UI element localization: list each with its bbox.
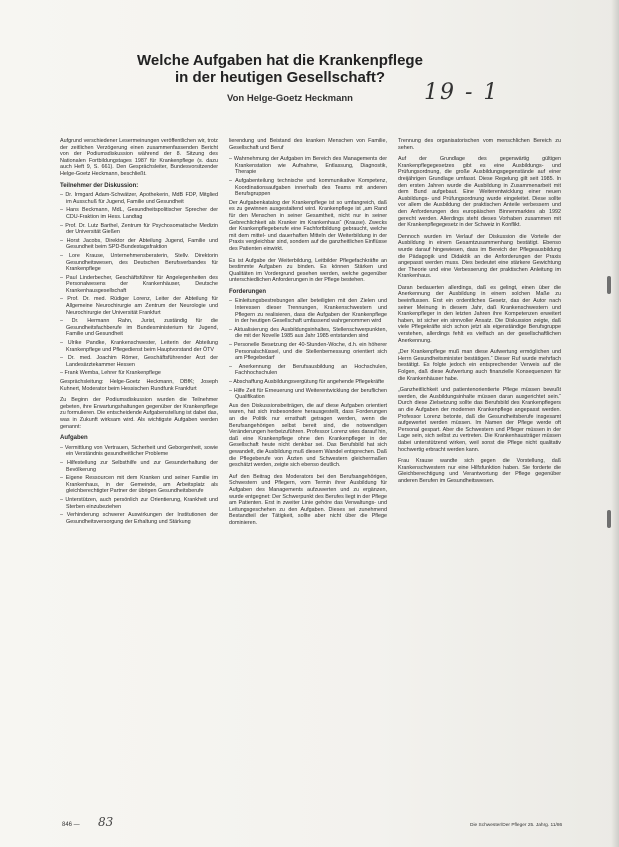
task-item: – Unterstützen, auch persönlich zur Orientierung, Krankheit und Sterben einzubeziehen bbox=[60, 496, 218, 510]
demand-item: – Hilfe Zeit für Erneuerung und Weiterentwicklung der beruflichen Qualifikation bbox=[229, 387, 387, 401]
participant-item: – Paul Linderbecher, Geschäftsführer für Angelegenheiten des Personalwesens der Krankenhäuser, Deutsche Krankenhausgesellschaft bbox=[60, 274, 218, 294]
task-item: – Hilfestellung zur Selbsthilfe und zur Gesunderhaltung der Bevölkerung bbox=[60, 459, 218, 473]
body-paragraph: Zu Beginn der Podiumsdiskussion wurden die Teilnehmer gebeten, ihre Erwartungshaltungen gegenüber der Krankenpflege zu formulieren. Die entscheidende Aufgabenstellung ist dabei das, was in Zukunft wirksam wird. Als wichtigste Aufgaben werden genannt: bbox=[60, 397, 218, 430]
page-number: 846 — bbox=[62, 822, 80, 828]
title-line-2: in der heutigen Gesellschaft? bbox=[174, 69, 386, 86]
body-paragraph: „Ganzheitlichkeit und patientenorientierte Pflege müssen bewußt werden, die Ausbildungsinhalte müssen daran ausgerichtet sein.“ Durch diese Zielsetzung sollte das Berufsbild des Krankenpflegers an die Aufgaben der modernen Krankenpflege angepasst werden. Professor Lorenz betonte, daß die Gesundheitsberufe insgesamt aufgewertet werden müssen. Im Namen der Pflege werde oft Personal gespart. Aber die Schwestern und Pfleger müssen in der Lage sein, sich selbst zu vertreten. Die Krankenhausträger müssen dabei unterstützend wirken, weil sonst die Pflege nicht qualitativ hochwertig erbracht werden kann. bbox=[398, 387, 561, 453]
handwritten-note: 19 - 1 bbox=[424, 80, 500, 105]
participant-item: – Dr. Hermann Rahn, Jurist, zuständig für die Gesundheitsfachberufe im Bundesministerium für Jugend, Familie und Gesundheit bbox=[60, 318, 218, 338]
demand-item: – Abschaffung Ausbildungsvergütung für angehende Pflegekräfte bbox=[229, 379, 385, 385]
text-column-3 bbox=[398, 138, 561, 490]
scan-edge-shadow bbox=[611, 0, 619, 847]
task-item: – Eigene Ressourcen mit dem Kranken und seiner Familie im Krankenhaus, in der Gemeinde, am Arbeitsplatz als gleichberechtigter Partner der übrigen Gesundheitsberufe bbox=[60, 475, 218, 495]
text-column-1 bbox=[60, 138, 218, 527]
task-item: – Vermittlung von Vertrauen, Sicherheit und Geborgenheit, sowie ein Verständnis gesundheitlicher Probleme bbox=[60, 444, 218, 458]
demands-heading: Forderungen bbox=[229, 288, 266, 295]
task-item: – Aufgabenteilung technische und kommunikative Kompetenz, Koordinationsaufgaben innerhalb des Teams mit anderen Berufsgruppen bbox=[229, 177, 387, 198]
body-paragraph: lierendung und Beistand des kranken Menschen von Familie, Gesellschaft und Beruf bbox=[229, 138, 387, 151]
demand-item: – Einleitungsbestrebungen aller beteiligten mit den Zielen und Interessen dieser Trennungen, Krankenschwestern und Pflegern zu realisieren, dass die Aufgaben der Krankenpflege in der heutigen Gesellschaft umfassend wahrgenommen wird bbox=[229, 298, 387, 325]
participant-item: – Prof. Dr. Lutz Barthel, Zentrum für Psychosomatische Medizin der Universität Gießen bbox=[60, 222, 218, 236]
body-paragraph: „Der Krankenpflege muß man diese Aufwertung ermöglichen und Herrn Gesundheitsminister bestätigen.“ Dieser Ruf wurde mehrfach bestätigt. Es folgte jedoch ein entsprechender Verweis auf die Folgen, daß diese Aufwertung auch finanzielle Konsequenzen für die Krankenhäuser habe. bbox=[398, 349, 561, 382]
body-paragraph: Dennoch wurden im Verlauf der Diskussion die Vorteile der Ausbildung in einem Gesamtzusammenhang bestätigt. Ebenso wurde darauf hingewiesen, dass im Bereich der Pflegeausbildung die Pädagogik und Didaktik an die Anforderungen der Praxis angepasst werden muss. Dies bedeutet eine stärkere Gewichtung der Theorie und eine Verbesserung der praktischen Anleitung im Krankenhaus. bbox=[398, 233, 561, 280]
body-paragraph: Frau Krause wandte sich gegen die Vorstellung, daß Krankenschwestern nur eine Hilfsfunktion haben. Sie forderte die Gleichberechtigung und Verantwortung der Pflege gegenüber anderen Berufen im Gesundheitswesen. bbox=[398, 458, 561, 484]
handwritten-page-mark: 83 bbox=[98, 815, 114, 829]
title-line-1: Welche Aufgaben hat die Krankenpflege bbox=[137, 52, 423, 69]
tasks-heading: Aufgaben bbox=[60, 435, 88, 442]
participant-item: – Frank Wemba, Lehrer für Krankenpflege bbox=[60, 370, 161, 377]
intro-paragraph: Aufgrund verschiedener Lesermeinungen veröffentlichen wir, trotz der zeitlichen Verzögerung einen zusammenfassenden Bericht von der Podiumsdiskussion während der 8. Sitzung des Nationalen Fortbildungstages 1987 für Krankenpflege (s. dazu auch Heft 9, S. 661). Den Gesprächsleiter, Bundesvorsitzender Helge-Goetz Heckmann, beschließt. bbox=[60, 138, 218, 177]
text-column-2 bbox=[229, 138, 387, 531]
article-title bbox=[130, 52, 430, 86]
participant-item: – Lore Krause, Unternehmensberaterin, Stellv. Direktorin Gesundheitswesen, des Deutschen Berufsverbandes für Krankenpflege bbox=[60, 252, 218, 273]
demand-item: – Aktualisierung des Ausbildungsinhaltes, Stellenschwerpunkten, die mit der Novelle 1985 aus Jahr 1985 entstanden sind bbox=[229, 326, 387, 340]
participant-item: – Dr. Irmgard Adam-Schwätzer, Apothekerin, MdB FDP, Mitglied im Ausschuß für Jugend, Familie und Gesundheit bbox=[60, 192, 218, 205]
article-author: Von Helge-Goetz Heckmann bbox=[227, 93, 353, 104]
task-item: – Verhinderung schwerer Auswirkungen der Institutionen der Gesundheitsversorgung der Erhaltung und Stärkung bbox=[60, 512, 218, 525]
body-paragraph: Aus den Diskussionsbeiträgen, die auf diese Aufgaben orientiert waren, hat sich insbesondere herausgestellt, dass Forderungen an die Politik nur ernsthaft getragen werden, wenn die Berufsangehörigen selbst bereit sind, die notwendigen Veränderungen herbeizuführen. Professor Lorenz wies darauf hin, daß eine Krankenpflege ohne den Krankenpfleger in der Gesellschaft heute nicht denkbar sei. Das Berufsbild hat sich gewandelt, die Ausbildung muß diesem Wandel entsprechen. Daß die Pflegeberufe von Ärzten und Schwestern gleichermaßen geschätzt werden, zeigte sich ebenso deutlich. bbox=[229, 402, 387, 469]
participant-item: – Prof. Dr. med. Rüdiger Lorenz, Leiter der Abteilung für Allgemeine Neurochirurgie am Zentrum der Neurologie und Neurochirurgie der Universität Frankfurt bbox=[60, 296, 218, 316]
participant-item: – Dr. med. Joachim Römer, Geschäftsführender Arzt der Landesärztekammer Hessen bbox=[60, 355, 218, 368]
body-paragraph: Es ist Aufgabe der Weiterbildung, Leitbilder Pflegefachkräfte an bestimmte Aufgaben zu binden. Es können Stärken und Qualitäten im Vordergrund gesehen werden, welche gegenüber unterschiedlichen Anforderungen in der Pflege bestehen. bbox=[229, 257, 387, 284]
moderation-paragraph: Gesprächsleitung: Helge-Goetz Heckmann, DBfK; Joseph Kuhnert, Moderator beim Hessischen Rundfunk Frankfurt bbox=[60, 379, 218, 392]
task-item: – Wahrnehmung der Aufgaben im Bereich des Managements der Krankenstation wie Aufnahme, Entlassung, Diagnostik, Therapie bbox=[229, 156, 387, 176]
demand-item: – Anerkennung der Berufsausbildung an Hochschulen, Fachhochschulen bbox=[229, 363, 387, 377]
participants-heading: Teilnehmer der Diskussion: bbox=[60, 182, 139, 189]
participant-item: – Ulrike Pandke, Krankenschwester, Leiterin der Abteilung Krankenpflege und Pflegedienst beim Hauptvorstand der ÖTV bbox=[60, 340, 218, 353]
body-paragraph: Auf der Grundlage des gegenwärtig gültigen Krankenpflegegesetzes gibt es eine Ausbildungs- und Prüfungsordnung, die große Ausbildungsgegenstände auf einer dreijährigen Grundlage umfasst. Diese Regelung gilt seit 1985. In den ersten Jahren wurde die Ausbildung in Zusammenarbeit mit dem Bund aufgebaut. Eine Weiterentwicklung einer neuen Ausbildungs- und Prüfungsordnung wurde eingeleitet. Diese sollte vor allem die Ausbildung der praktischen Anteile verbessern und den Anforderungen des europäischen Binnenmarktes ab 1992 gerecht werden. Allerdings steht dieses Vorhaben zusammen mit der Krankenpflegegesetz in der Schweiz in Konflikt. bbox=[398, 156, 561, 229]
participant-item: – Hans Beckmann, MdL, Gesundheitspolitischer Sprecher der CDU-Fraktion im Hess. Landtag bbox=[60, 207, 218, 220]
body-paragraph: Der Aufgabenkatalog der Krankenpflege ist so umfangreich, daß es zu gewinnen ausgestaltend wird. Krankenpflege ist „am Rand für den Menschen in seiner Gesamtheit, nicht nur in seiner Gebrechlichkeit als Kranker im Krankenhaus“ (Krause). Zwecks der Krankenpflegeberufe eine Fachfortbildung gebraucht, welche mit dem mittel- und dauerhaften Mitteln der Weiterbildung in der Praxis vergleichbar sind, sondern auf die ganzheitlichen Einflüsse des Patienten einwirkt. bbox=[229, 199, 387, 252]
demand-item: – Personelle Besetzung der 40-Stunden-Woche, d.h. ein höherer Personalschlüssel, und die Stellenbemessung orientiert sich am Pflegebedarf bbox=[229, 342, 387, 362]
journal-citation: Die Schwester/Der Pfleger 25. Jahrg. 11/86 bbox=[470, 823, 563, 828]
body-paragraph: Auf den Beitrag des Moderators bei den Berufsangehörigen, Schwestern und Pflegern, vom Termin ihrer Ausbildung für Aufgaben des Managements aufzuwerten und zu ergänzen, wurde entgegnet: Der Schwerpunkt des Berufes liegt in der Pflege am Patienten. Erst in zweiter Linie gehöre das Verwaltungs- und Leitungsgeschehen zu den Aufgaben. Dieses sei zunehmend Bestandteil der Tätigkeit, sollte aber nicht über die Pflege dominieren. bbox=[229, 473, 387, 526]
participant-item: – Horst Jacobs, Direktor der Abteilung Jugend, Familie und Gesundheit beim SPD-Bundestagsfraktion bbox=[60, 237, 218, 251]
body-paragraph: Daran bedauerten allerdings, daß es gelingt, einen über die Anerkennung der Ausbildung in einem solchen Maße zu beeinflussen. Erst ein ordentliches Gesetz, das der Autor nach seiner Meinung in diesem Jahr, daß Krankenschwestern und Krankenpfleger in den letzten Jahren ihre Kompetenzen erweitert haben, ist sicher ein sinnvoller Ansatz. Die Diskussion zeigte, daß viele Pflegekräfte sich schon jetzt als eigenständige Berufsgruppe verstehen, allerdings fehlt es vielfach an der gesellschaftlichen Anerkennung. bbox=[398, 284, 561, 344]
body-paragraph: Trennung des organisatorischen vom menschlichen Bereich zu sehen. bbox=[398, 138, 561, 151]
